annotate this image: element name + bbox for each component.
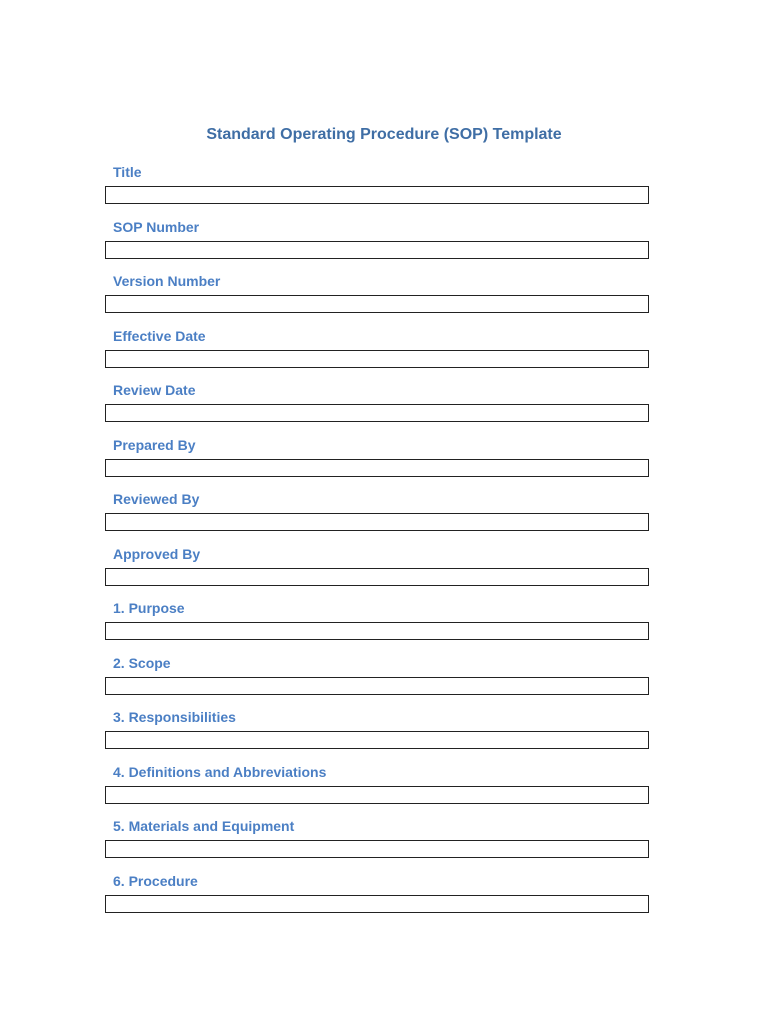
field-scope: [105, 653, 649, 708]
field-title: [105, 162, 649, 217]
title-input-box[interactable]: [105, 186, 649, 204]
field-label-procedure: 6. Procedure: [113, 872, 198, 889]
effective-date-input-box[interactable]: [105, 350, 649, 368]
field-reviewed-by: [105, 489, 649, 544]
field-review-date: [105, 380, 649, 435]
review-date-input-box[interactable]: [105, 404, 649, 422]
prepared-by-input-box[interactable]: [105, 459, 649, 477]
field-purpose: [105, 598, 649, 653]
field-label-materials: 5. Materials and Equipment: [113, 818, 295, 834]
responsibilities-input-box[interactable]: [105, 731, 649, 749]
scope-input-box[interactable]: [105, 677, 649, 695]
procedure-input-box[interactable]: [105, 895, 649, 913]
field-label-definitions: 4. Definitions and Abbreviations: [113, 763, 327, 780]
purpose-input-box[interactable]: [105, 622, 649, 640]
field-materials: [105, 816, 649, 871]
field-label-scope: 2. Scope: [113, 654, 171, 671]
field-label-approved-by: Approved By: [113, 545, 201, 562]
field-sop-number: [105, 217, 649, 272]
field-label-title: Title: [113, 164, 142, 180]
field-version-number: [105, 271, 649, 326]
version-number-input-box[interactable]: [105, 295, 649, 313]
field-label-purpose: 1. Purpose: [113, 600, 185, 616]
field-label-prepared-by: Prepared By: [113, 436, 196, 453]
field-effective-date: [105, 326, 649, 381]
reviewed-by-input-box[interactable]: [105, 513, 649, 531]
field-procedure: [105, 871, 649, 926]
field-definitions: [105, 762, 649, 817]
field-label-responsibilities: 3. Responsibilities: [113, 709, 236, 725]
field-label-version-number: Version Number: [113, 273, 221, 289]
field-label-effective-date: Effective Date: [113, 327, 206, 344]
definitions-input-box[interactable]: [105, 786, 649, 804]
sop-number-input-box[interactable]: [105, 241, 649, 259]
field-responsibilities: [105, 707, 649, 762]
document-title: Standard Operating Procedure (SOP) Template: [206, 126, 562, 143]
form-fields: [105, 162, 649, 925]
field-approved-by: [105, 544, 649, 599]
field-label-reviewed-by: Reviewed By: [113, 491, 200, 507]
field-label-sop-number: SOP Number: [113, 218, 200, 235]
approved-by-input-box[interactable]: [105, 568, 649, 586]
field-label-review-date: Review Date: [113, 382, 196, 398]
materials-input-box[interactable]: [105, 840, 649, 858]
field-prepared-by: [105, 435, 649, 490]
